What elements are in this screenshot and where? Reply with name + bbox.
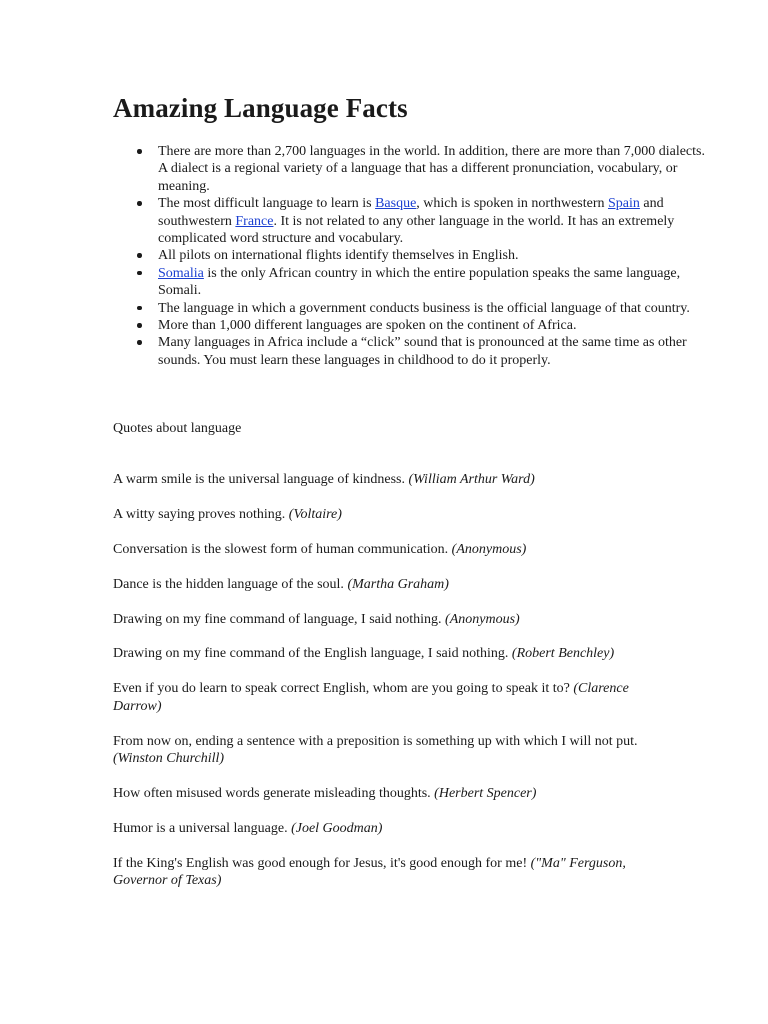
page-title: Amazing Language Facts xyxy=(113,93,408,123)
quote-item xyxy=(113,611,658,629)
quote-author: (William Arthur Ward) xyxy=(408,472,535,487)
quote-author: (Herbert Spencer) xyxy=(434,786,537,802)
facts-list xyxy=(113,143,708,369)
quote-item xyxy=(113,680,658,715)
quote-item xyxy=(113,855,658,890)
fact-text: More than 1,000 different languages are spoken on the continent of Africa. xyxy=(158,318,577,334)
fact-item xyxy=(158,143,708,195)
quote-text: If the King's English was good enough for Jesus, it's good enough for me! xyxy=(113,855,531,871)
fact-text: The most difficult language to learn is xyxy=(158,196,376,212)
quotes-heading: Quotes about language xyxy=(113,421,242,436)
fact-item xyxy=(158,265,708,300)
fact-text: The language in which a government conducts business is the official language of that country. xyxy=(158,300,690,316)
fact-item xyxy=(158,334,708,369)
quote-text: Drawing on my fine command of the English language, I said nothing. xyxy=(113,646,512,662)
fact-text: is the only African country in which the entire population speaks the same language, Somali. xyxy=(158,265,681,299)
fact-item xyxy=(158,317,708,334)
quote-text: Even if you do learn to speak correct English, whom are you going to speak it to? xyxy=(113,681,574,697)
quote-author: ("Ma" Ferguson, Governor of Texas) xyxy=(113,855,626,889)
quote-item xyxy=(113,506,658,524)
quote-text: From now on, ending a sentence with a preposition is something up with which I will not put. xyxy=(113,733,638,749)
fact-text: All pilots on international flights identify themselves in English. xyxy=(158,248,519,264)
quote-text: A witty saying proves nothing. xyxy=(113,506,289,522)
quote-author: (Clarence Darrow) xyxy=(113,681,629,714)
link-somalia[interactable]: Somalia xyxy=(158,265,204,281)
fact-text: Many languages in Africa include a “click” sound that is pronounced at the same time as other sounds. You must learn these languages in childhood to do it properly. xyxy=(158,335,687,368)
link-basque[interactable]: Basque xyxy=(375,196,417,212)
quote-text: Drawing on my fine command of language, I said nothing. xyxy=(113,611,446,627)
quote-item xyxy=(113,733,658,768)
quote-text: Humor is a universal language. xyxy=(113,821,292,837)
fact-text: There are more than 2,700 languages in the world. In addition, there are more than 7,000 dialects. A dialect is a regional variety of a language that has a different pronunciation, vocabulary, or meaning. xyxy=(158,144,705,194)
quote-item xyxy=(113,471,658,489)
quote-item xyxy=(113,541,658,559)
quotes-list xyxy=(113,471,658,907)
link-france[interactable]: France xyxy=(235,213,274,229)
fact-item xyxy=(158,300,708,317)
quote-author: (Anonymous) xyxy=(451,541,527,557)
quote-author: (Voltaire) xyxy=(288,506,342,522)
quote-text: Conversation is the slowest form of human communication. xyxy=(113,541,452,557)
quote-item xyxy=(113,785,658,803)
quote-item xyxy=(113,820,658,838)
quote-text: A warm smile is the universal language of kindness. xyxy=(113,472,409,487)
quote-author: (Martha Graham) xyxy=(347,576,449,592)
quote-author: (Winston Churchill) xyxy=(113,751,225,767)
quote-text: How often misused words generate misleading thoughts. xyxy=(113,786,435,802)
quote-author: (Robert Benchley) xyxy=(511,646,615,662)
quote-author: (Joel Goodman) xyxy=(291,821,383,837)
fact-text: . It is not related to any other language in the world. It has an extremely complicated word structure and vocabulary. xyxy=(158,213,675,247)
fact-text: , which is spoken in northwestern xyxy=(416,196,608,212)
quote-text: Dance is the hidden language of the soul. xyxy=(113,576,348,592)
quote-item xyxy=(113,576,658,594)
quote-author: (Anonymous) xyxy=(445,611,520,627)
fact-text: and southwestern xyxy=(158,196,664,229)
link-spain[interactable]: Spain xyxy=(608,196,640,212)
quote-item xyxy=(113,645,658,663)
fact-item xyxy=(158,247,708,264)
fact-item xyxy=(158,195,708,247)
